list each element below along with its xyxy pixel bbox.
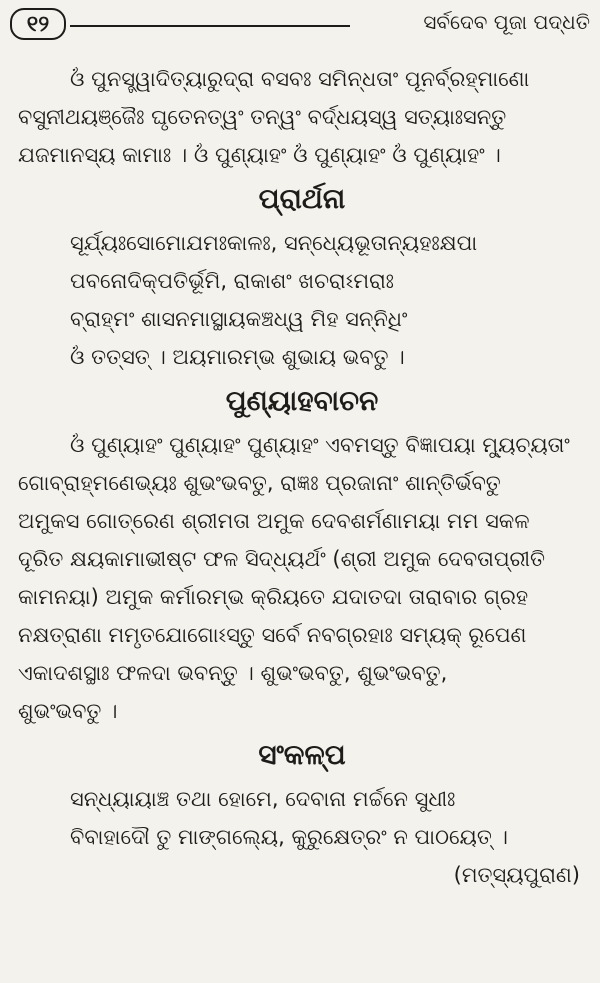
source-citation: (ମତ୍ସ୍ୟପୁରାଣ) (453, 863, 580, 887)
running-title: ସର୍ବଦେବ ପୂଜା ପଦ୍ଧତି (423, 10, 590, 34)
page-number: ୧୨ (10, 8, 66, 40)
punyaha-line: ଏକାଦଶସ୍ଥାଃ ଫଳଦା ଭବନ୍ତୁ । ଶୁଭଂଭବତୁ, ଶୁଭଂଭବତୁ, (18, 661, 448, 685)
punyaha-line: ଶୁଭଂଭବତୁ । (18, 699, 118, 723)
punyaha-line: ଓଁ ପୁଣ୍ୟାହଂ ପୁଣ୍ୟାହଂ ପୁଣ୍ୟାହଂ ଏବମସ୍ତୁ ବିଜ୍ଞାପୟା ମ୍ୟୁଚ୍ୟତାଂ (70, 433, 570, 457)
header-rule (70, 25, 350, 27)
prarthana-line: ସୂର୍ଯ୍ୟଃସୋମୋଯମଃକାଳଃ, ସନ୍ଧ୍ୟେଭୂତାନ୍ୟହଃକ୍ଷପା (70, 231, 478, 255)
intro-line: ବସୁନୀଥୟଞ୍ଜୈଃ ଘୃତେନତ୍ୱଂ ତନ୍ୱଂ ବର୍ଦ୍ଧୟସ୍ୱ ସତ୍ୟାଃସନ୍ତୁ (18, 105, 507, 129)
punyaha-heading: ପୁଣ୍ୟାହବାଚନ (225, 384, 379, 417)
punyaha-line: ଦୂରିତ କ୍ଷୟକାମାଭୀଷ୍ଟ ଫଳ ସିଦ୍ଧ୍ୟର୍ଥଂ (ଶ୍ରୀ ଅମୁକ ଦେବତାପ୍ରୀତି (18, 547, 546, 571)
prarthana-heading: ପ୍ରାର୍ଥନା (258, 182, 346, 215)
punyaha-line: ଗୋବ୍ରାହ୍ମଣେଭ୍ୟଃ ଶୁଭଂଭବତୁ, ରାଜ୍ଞଃ ପ୍ରଜାନାଂ ଶାନ୍ତିର୍ଭବତୁ (18, 471, 501, 495)
page-body (18, 60, 586, 894)
punyaha-line: ଅମୁକସ ଗୋତ୍ରେଣ ଶ୍ରୀମତା ଅମୁକ ଦେବଶର୍ମଣାମୟା ମମ ସକଳ (18, 509, 530, 533)
sankalpa-heading: ସଂକଳ୍ପ (258, 738, 346, 771)
prarthana-line: ପବନୋଦିକ୍‌ପତିର୍ଭୂମି, ରାକାଶଂ ଖଚରାଽମରାଃ (70, 269, 394, 293)
sankalpa-line: ସନ୍ଧ୍ୟାୟାଞ୍ଚ ତଥା ହୋମେ, ଦେବାନା ମର୍ଚ୍ଚନେ ସୁଧୀଃ (70, 787, 456, 811)
intro-line: ଯଜମାନସ୍ୟ କାମାଃ । ଓଁ ପୁଣ୍ୟାହଂ ଓଁ ପୁଣ୍ୟାହଂ ଓଁ ପୁଣ୍ୟାହଂ । (18, 143, 501, 167)
intro-line: ଓଁ ପୁନସ୍ତ୍ୱାଦିତ୍ୟାରୁଦ୍ରା ବସବଃ ସମିନ୍ଧତାଂ ପୂନର୍ବ୍ରହ୍ମାଣୋ (70, 67, 530, 91)
punyaha-line: କାମନୟା) ଅମୁକ କର୍ମାରମ୍ଭ କ୍ରିୟତେ ଯଦାତଦା ତାରାବାର ଗ୍ରହ (18, 585, 529, 609)
prarthana-line: ବ୍ରାହ୍ମଂ ଶାସନମାସ୍ଥାୟକଞ୍ଚଧ୍ୱ ମିହ ସନ୍ନିଧିଂ (70, 307, 408, 331)
prarthana-line: ଓଁ ତତ୍‌ସତ୍ । ଅୟମାରମ୍ଭ ଶୁଭାୟ ଭବତୁ । (70, 345, 405, 369)
sankalpa-line: ବିବାହାଦୌ ତୁ ମାଙ୍ଗଲ୍ୟେ, କୁରୁକ୍ଷେତ୍ରଂ ନ ପାଠୟେତ୍ । (70, 825, 508, 849)
punyaha-line: ନକ୍ଷତ୍ରାଣା ମମୃତଯୋଗୋଽସ୍ତୁ ସର୍ବେ ନବଗ୍ରହାଃ ସମ୍ୟକ୍ ରୂପେଣ (18, 623, 527, 647)
page-header (10, 8, 590, 44)
